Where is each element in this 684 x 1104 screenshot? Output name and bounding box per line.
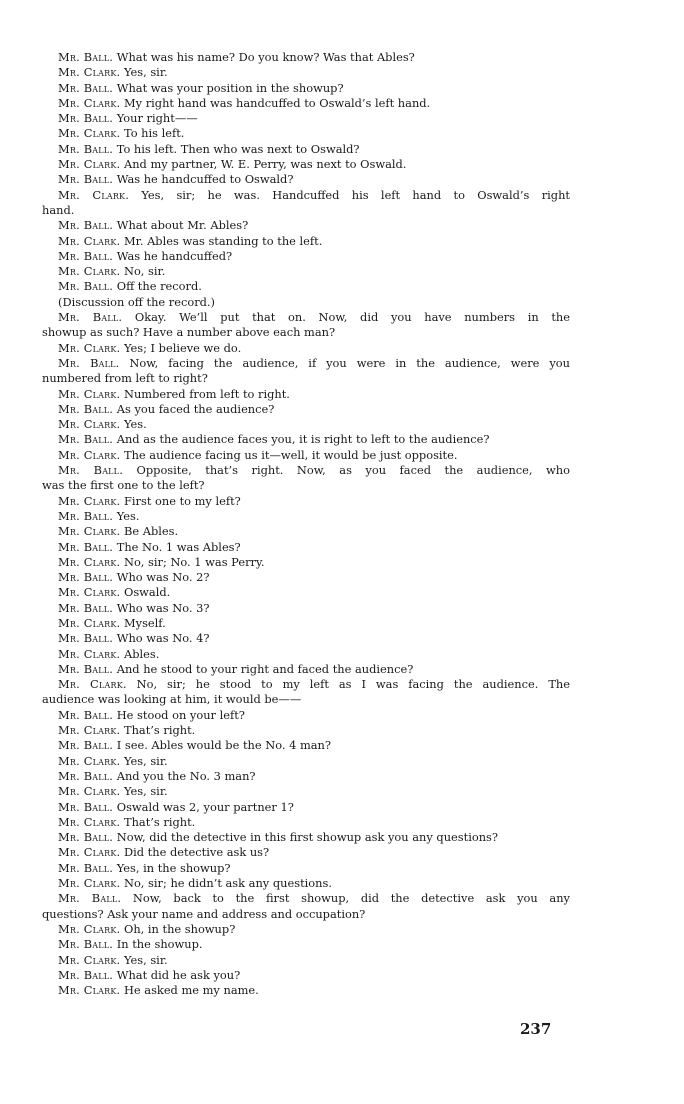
transcript-line-continuation — [42, 478, 570, 493]
line-text: hand. — [42, 202, 75, 217]
line-text: Oswald. — [120, 585, 171, 600]
line-text: Opposite, that’s right. Now, as you faced the audience, who — [123, 463, 570, 478]
transcript-line — [42, 249, 570, 264]
transcript-line — [42, 432, 570, 447]
line-text: He stood on your left? — [113, 707, 245, 722]
speaker-name: Mr. Ball. — [58, 50, 114, 64]
speaker-name: Mr. Clark. — [58, 264, 121, 279]
line-text: questions? Ask your name and address and occupation? — [42, 906, 366, 921]
line-text: No, sir; No. 1 was Perry. — [120, 554, 265, 569]
speaker-name: Mr. Clark. — [58, 876, 121, 891]
line-text: What did he ask you? — [113, 967, 241, 982]
speaker-name: Mr. Ball. — [58, 768, 114, 783]
line-text: That’s right. — [120, 723, 196, 738]
speaker-name: Mr. Clark. — [58, 753, 121, 768]
line-text: Now, back to the first showup, did the detective ask you any — [121, 891, 570, 906]
speaker-name: Mr. Clark. — [58, 585, 121, 600]
speaker-name: Mr. Ball. — [58, 707, 114, 722]
line-text: Yes, sir. — [120, 784, 168, 799]
transcript-line — [42, 341, 570, 356]
line-text: (Discussion off the record.) — [58, 294, 215, 309]
speaker-name: Mr. Clark. — [58, 65, 121, 80]
line-text: Numbered from left to right. — [120, 386, 290, 401]
transcript-line — [42, 81, 570, 96]
line-text: And as the audience faces you, it is right to left to the audience? — [113, 432, 490, 447]
speaker-name: Mr. Ball. — [58, 830, 114, 845]
speaker-name: Mr. Clark. — [58, 983, 121, 998]
speaker-name: Mr. Clark. — [58, 646, 121, 661]
transcript-line — [42, 448, 570, 463]
line-text: He asked me my name. — [120, 983, 259, 998]
line-text: First one to my left? — [120, 493, 241, 508]
transcript-line — [42, 111, 570, 126]
transcript-line — [42, 738, 570, 753]
speaker-name: Mr. Clark. — [58, 493, 121, 508]
transcript-line-continuation — [42, 325, 570, 340]
line-text: What was your position in the showup? — [113, 80, 344, 95]
speaker-name: Mr. Ball. — [58, 80, 114, 95]
line-text: Be Ables. — [120, 524, 179, 539]
line-text: Off the record. — [113, 279, 202, 294]
transcript-line — [42, 830, 570, 845]
speaker-name: Mr. Ball. — [58, 570, 114, 585]
transcript-line — [42, 662, 570, 677]
speaker-name: Mr. Ball. — [58, 432, 114, 447]
line-text: In the showup. — [113, 937, 203, 952]
line-text: Okay. We’ll put that on. Now, did you have numbers in the — [122, 310, 570, 325]
transcript-line — [42, 876, 570, 891]
speaker-name: Mr. Ball. — [58, 631, 114, 646]
speaker-name: Mr. Clark. — [58, 615, 121, 630]
transcript-line — [42, 800, 570, 815]
transcript-line — [42, 218, 570, 233]
transcript-line — [42, 402, 570, 417]
line-text: My right hand was handcuffed to Oswald’s left hand. — [120, 95, 431, 110]
speaker-name: Mr. Ball. — [58, 141, 114, 156]
line-text: audience was looking at him, it would be—— — [42, 692, 302, 707]
line-text: Now, facing the audience, if you were in the audience, were you — [119, 355, 570, 370]
transcript-line — [42, 65, 570, 80]
transcript-line — [42, 891, 570, 906]
line-text: To his left. — [120, 126, 185, 141]
transcript-line — [42, 922, 570, 937]
line-text: Now, did the detective in this first showup ask you any questions? — [113, 830, 498, 845]
speaker-name: Mr. Clark. — [58, 814, 121, 829]
speaker-name: Mr. Ball. — [58, 661, 114, 676]
line-text: Was he handcuffed? — [113, 248, 233, 263]
line-text: No, sir; he didn’t ask any questions. — [120, 876, 332, 891]
transcript-line — [42, 723, 570, 738]
line-text: Did the detective ask us? — [120, 845, 270, 860]
transcript-line-continuation — [42, 692, 570, 707]
transcript-line — [42, 126, 570, 141]
transcript-line — [42, 937, 570, 952]
line-text: Mr. Ables was standing to the left. — [120, 233, 323, 248]
speaker-name: Mr. Clark. — [58, 417, 121, 432]
transcript-line — [42, 601, 570, 616]
line-text: Yes. — [113, 508, 140, 523]
line-text: Yes, sir. — [120, 952, 168, 967]
transcript-line — [42, 570, 570, 585]
transcript-line — [42, 953, 570, 968]
line-text: As you faced the audience? — [113, 401, 275, 416]
speaker-name: Mr. Ball. — [58, 600, 114, 615]
speaker-name: Mr. Clark. — [58, 921, 121, 936]
line-text: I see. Ables would be the No. 4 man? — [113, 738, 331, 753]
speaker-name: Mr. Ball. — [58, 172, 114, 187]
speaker-name: Mr. Ball. — [58, 355, 120, 370]
speaker-name: Mr. Clark. — [58, 524, 121, 539]
line-text: And he stood to your right and faced the audience? — [113, 661, 414, 676]
transcript-line — [42, 708, 570, 723]
transcript-line — [42, 157, 570, 172]
line-text: The audience facing us it—well, it would be just opposite. — [120, 447, 458, 462]
transcript-line — [42, 968, 570, 983]
speaker-name: Mr. Ball. — [58, 937, 114, 952]
line-text: was the first one to the left? — [42, 478, 205, 493]
speaker-name: Mr. Ball. — [58, 248, 114, 263]
line-text: showup as such? Have a number above each man? — [42, 325, 336, 340]
line-text: Yes, sir; he was. Handcuffed his left hand to Oswald’s right — [129, 187, 570, 202]
line-text: And you the No. 3 man? — [113, 768, 256, 783]
transcript-line — [42, 861, 570, 876]
transcript-line — [42, 50, 570, 65]
speaker-name: Mr. Clark. — [58, 157, 121, 172]
transcript-line — [42, 356, 570, 371]
line-text: Your right—— — [113, 111, 198, 126]
transcript-line — [42, 555, 570, 570]
line-text: Was he handcuffed to Oswald? — [113, 172, 294, 187]
speaker-name: Mr. Clark. — [58, 126, 121, 141]
speaker-name: Mr. Ball. — [58, 111, 114, 126]
line-text: Yes; I believe we do. — [120, 340, 242, 355]
speaker-name: Mr. Clark. — [58, 386, 121, 401]
speaker-name: Mr. Ball. — [58, 401, 114, 416]
transcript-line — [42, 264, 570, 279]
line-text: Yes, sir. — [120, 65, 168, 80]
speaker-name: Mr. Clark. — [58, 784, 121, 799]
transcript-line — [42, 540, 570, 555]
line-text: No, sir. — [120, 264, 166, 279]
line-text: What about Mr. Ables? — [113, 218, 249, 233]
transcript-line — [42, 234, 570, 249]
transcript-line — [42, 815, 570, 830]
speaker-name: Mr. Ball. — [58, 799, 114, 814]
speaker-name: Mr. Ball. — [58, 508, 114, 523]
transcript-line — [42, 310, 570, 325]
line-text: That’s right. — [120, 814, 196, 829]
line-text: Oswald was 2, your partner 1? — [113, 799, 294, 814]
line-text: Yes, sir. — [120, 753, 168, 768]
line-text: Who was No. 4? — [113, 631, 210, 646]
line-text: The No. 1 was Ables? — [113, 539, 241, 554]
speaker-name: Mr. Ball. — [58, 279, 114, 294]
speaker-name: Mr. Clark. — [58, 340, 121, 355]
speaker-name: Mr. Clark. — [58, 233, 121, 248]
line-text: numbered from left to right? — [42, 371, 208, 386]
transcript-line — [42, 769, 570, 784]
speaker-name: Mr. Ball. — [58, 463, 124, 478]
speaker-name: Mr. Clark. — [58, 723, 121, 738]
transcript-line — [42, 463, 570, 478]
speaker-name: Mr. Clark. — [58, 95, 121, 110]
line-text: Myself. — [120, 615, 166, 630]
transcript-body — [42, 50, 570, 998]
transcript-line — [42, 279, 570, 294]
speaker-name: Mr. Ball. — [58, 738, 114, 753]
line-text: Yes, in the showup? — [113, 860, 231, 875]
speaker-name: Mr. Ball. — [58, 539, 114, 554]
speaker-name: Mr. Clark. — [58, 447, 121, 462]
transcript-line — [42, 647, 570, 662]
line-text: Ables. — [120, 646, 160, 661]
speaker-name: Mr. Clark. — [58, 677, 127, 692]
transcript-line — [42, 524, 570, 539]
line-text: No, sir; he stood to my left as I was facing the audience. The — [126, 677, 570, 692]
transcript-line — [42, 983, 570, 998]
speaker-name: Mr. Ball. — [58, 310, 123, 325]
speaker-name: Mr. Clark. — [58, 554, 121, 569]
line-text: Who was No. 2? — [113, 570, 210, 585]
speaker-name: Mr. Ball. — [58, 967, 114, 982]
line-text: What was his name? Do you know? Was that Ables? — [113, 50, 415, 64]
transcript-line-continuation — [42, 907, 570, 922]
speaker-name: Mr. Ball. — [58, 860, 114, 875]
transcript-line — [42, 585, 570, 600]
transcript-line — [42, 172, 570, 187]
line-text: And my partner, W. E. Perry, was next to Oswald. — [120, 157, 407, 172]
line-text: Oh, in the showup? — [120, 921, 236, 936]
speaker-name: Mr. Ball. — [58, 891, 122, 906]
page-number: 237 — [520, 1020, 552, 1038]
transcript-line — [42, 417, 570, 432]
transcript-line — [42, 677, 570, 692]
speaker-name: Mr. Clark. — [58, 952, 121, 967]
transcript-line-continuation — [42, 371, 570, 386]
transcript-line — [42, 387, 570, 402]
transcript-line-continuation — [42, 203, 570, 218]
transcript-line — [42, 616, 570, 631]
transcript-line — [42, 784, 570, 799]
transcript-line — [42, 845, 570, 860]
speaker-name: Mr. Clark. — [58, 187, 130, 202]
line-text: Who was No. 3? — [113, 600, 210, 615]
line-text: To his left. Then who was next to Oswald? — [113, 141, 360, 156]
transcript-line — [42, 142, 570, 157]
transcript-line — [42, 494, 570, 509]
speaker-name: Mr. Clark. — [58, 845, 121, 860]
line-text: Yes. — [120, 417, 147, 432]
transcript-line — [42, 96, 570, 111]
speaker-name: Mr. Ball. — [58, 218, 114, 233]
transcript-line — [42, 754, 570, 769]
transcript-line — [42, 188, 570, 203]
transcript-line — [42, 509, 570, 524]
transcript-line — [42, 295, 570, 310]
transcript-line — [42, 631, 570, 646]
